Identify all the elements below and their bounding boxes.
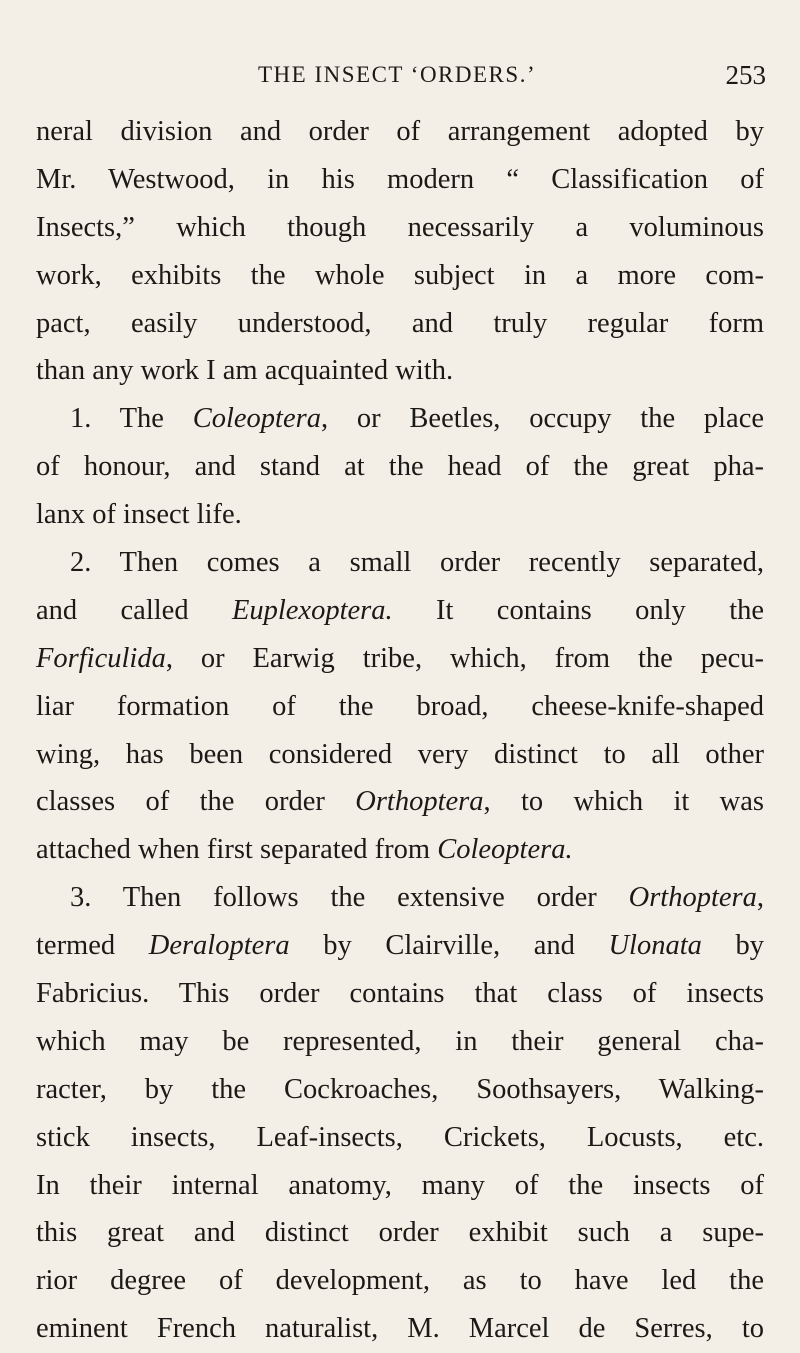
text-line: stick insects, Leaf-insects, Crickets, Locusts, etc. — [36, 1121, 764, 1153]
text-line: eminent French naturalist, M. Marcel de Serres, to — [36, 1313, 764, 1345]
text-line: rior degree of development, as to have led the — [36, 1265, 764, 1297]
italic-term: Forficulida — [36, 642, 166, 674]
italic-term: Coleoptera — [192, 403, 321, 435]
text-line: 1. The Coleoptera, or Beetles, occupy the place — [70, 403, 764, 435]
body-text — [36, 108, 764, 1353]
text-line: racter, by the Cockroaches, Soothsayers, Walking- — [36, 1073, 764, 1105]
page-header — [0, 62, 800, 96]
italic-term: Coleoptera. — [437, 834, 573, 866]
text-line: work, exhibits the whole subject in a more com- — [36, 259, 764, 291]
text-line: of honour, and stand at the head of the great pha- — [36, 451, 764, 483]
page-number: 253 — [725, 60, 766, 90]
text-line: and called Euplexoptera. It contains only the — [36, 594, 765, 626]
text-line: attached when first separated from Coleoptera. — [36, 834, 573, 866]
text-line: In their internal anatomy, many of the insects of — [36, 1169, 764, 1201]
text-line: termed Deraloptera by Clairville, and Ulonata by — [36, 930, 764, 962]
running-head: THE INSECT ‘ORDERS.’ — [258, 62, 537, 87]
italic-term: Deraloptera — [148, 930, 290, 962]
text-line: pact, easily understood, and truly regular form — [36, 307, 764, 339]
italic-term: Euplexoptera. — [231, 594, 393, 626]
text-line: wing, has been considered very distinct to all other — [36, 738, 764, 770]
text-line: Insects,” which though necessarily a voluminous — [36, 211, 764, 243]
text-line: 3. Then follows the extensive order Orthoptera, — [70, 882, 764, 914]
text-line: 2. Then comes a small order recently separated, — [70, 547, 764, 579]
text-line: this great and distinct order exhibit such a supe- — [36, 1217, 764, 1249]
text-line: Forficulida, or Earwig tribe, which, from the pecu- — [36, 642, 764, 674]
text-line: which may be represented, in their general cha- — [36, 1025, 764, 1057]
text-line: lanx of insect life. — [36, 499, 242, 531]
italic-term: Orthoptera — [628, 882, 757, 914]
italic-term: Ulonata — [608, 930, 702, 962]
text-line: Mr. Westwood, in his modern “ Classification of — [36, 163, 764, 195]
text-line: than any work I am acquainted with. — [36, 355, 454, 387]
text-line: neral division and order of arrangement adopted by — [36, 116, 764, 147]
text-line: liar formation of the broad, cheese-knife-shaped — [36, 690, 764, 722]
text-line: classes of the order Orthoptera, to which it was — [36, 786, 764, 818]
text-line: Fabricius. This order contains that class of insects — [36, 978, 764, 1010]
italic-term: Orthoptera — [355, 786, 484, 818]
